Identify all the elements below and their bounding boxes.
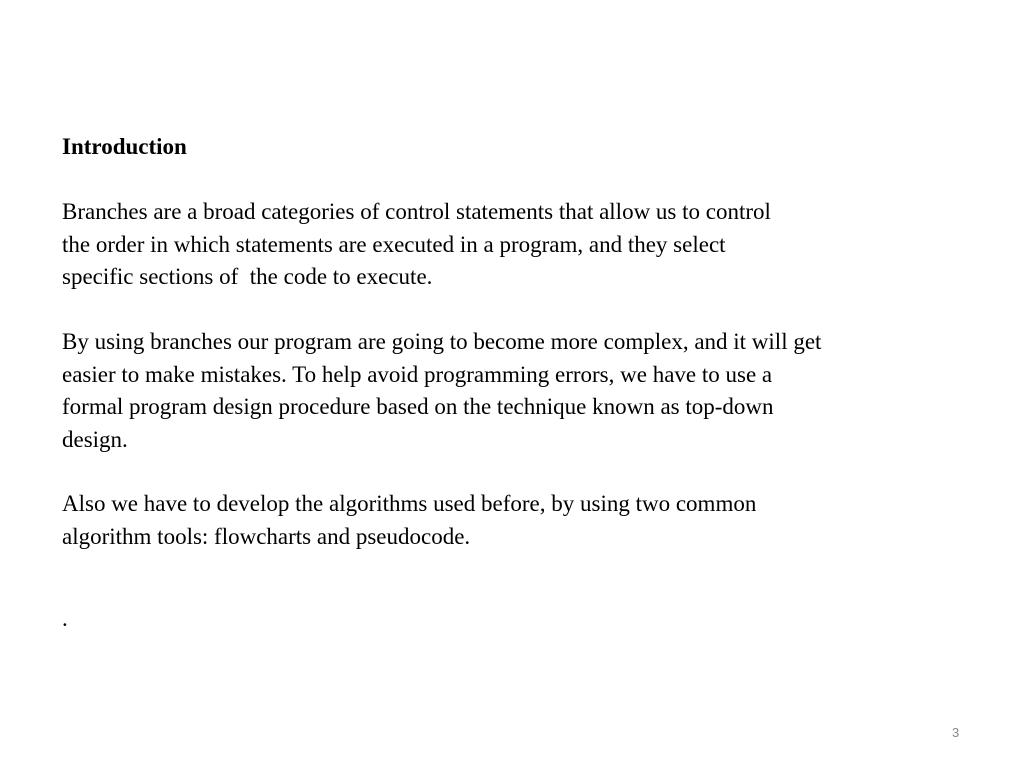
paragraph-line: specific sections of the code to execute. — [62, 264, 433, 289]
paragraph-line: algorithm tools: flowcharts and pseudocode. — [62, 523, 471, 549]
page-number: 3 — [952, 725, 960, 740]
trailing-period: . — [62, 606, 68, 631]
slide-heading: Introduction — [62, 134, 187, 159]
paragraph-line: the order in which statements are executed in a program, and they select — [62, 231, 726, 257]
paragraph-line: formal program design procedure based on the technique known as top-down — [62, 394, 774, 419]
paragraph-algorithm-tools — [62, 488, 756, 553]
paragraph-line: Branches are a broad categories of control statements that allow us to control — [62, 199, 771, 224]
paragraph-branches-definition — [62, 196, 771, 294]
paragraph-line: design. — [62, 426, 128, 452]
paragraph-complexity — [62, 326, 821, 456]
paragraph-line: Also we have to develop the algorithms used before, by using two common — [62, 491, 757, 516]
paragraph-line: By using branches our program are going to become more complex, and it will get — [62, 329, 822, 354]
paragraph-line: easier to make mistakes. To help avoid programming errors, we have to use a — [62, 361, 773, 387]
